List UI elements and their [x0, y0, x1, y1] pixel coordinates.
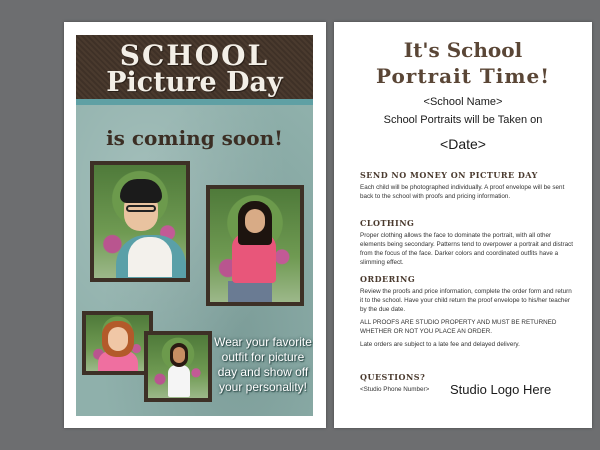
student-photo-4 — [144, 331, 212, 402]
section-clothing — [360, 218, 576, 271]
caption-line: outfit for picture — [221, 350, 305, 364]
studio-logo-placeholder: Studio Logo Here — [450, 382, 552, 397]
date-placeholder: <Date> — [440, 136, 486, 152]
caption-line: your personality! — [218, 380, 308, 394]
school-name-placeholder: <School Name> — [423, 96, 503, 108]
section-heading: CLOTHING — [360, 218, 415, 228]
studio-phone-placeholder: <Studio Phone Number> — [360, 386, 430, 393]
front-poster — [76, 35, 313, 416]
caption-line: Wear your favorite — [214, 335, 312, 349]
section-text: ALL PROOFS ARE STUDIO PROPERTY AND MUST BE RETURNED WHETHER OR NOT YOU PLACE AN ORDER. — [360, 319, 557, 335]
back-flyer — [334, 22, 592, 428]
front-flyer — [64, 22, 326, 428]
banner-accent-strip — [76, 99, 313, 105]
subtitle: is coming soon! — [106, 126, 283, 150]
student-photo-3 — [82, 311, 153, 375]
front-caption — [214, 335, 312, 395]
section-heading: SEND NO MONEY ON PICTURE DAY — [360, 170, 538, 180]
student-photo-1 — [90, 161, 190, 282]
title-line-1: SCHOOL — [119, 39, 270, 72]
section-heading: ORDERING — [360, 274, 416, 284]
section-text: Proper clothing allows the face to dominate the portrait, with all other elements being secondary. Patterns tend to overpower a portrait and distract from the focus of the face. Darker colors and coordinated outfits have a slimming effect. — [360, 232, 574, 266]
caption-line: day and show off — [217, 365, 309, 379]
section-text: Late orders are subject to a late fee and delayed delivery. — [360, 341, 520, 348]
section-send-no-money — [360, 170, 576, 205]
section-heading: QUESTIONS? — [360, 372, 426, 382]
section-text: Each child will be photographed individually. A proof envelope will be sent back to the school with proofs and pricing information. — [360, 184, 565, 200]
back-title-line-1: It's School — [403, 38, 523, 62]
portraits-taken-on: School Portraits will be Taken on — [383, 114, 543, 126]
back-title-line-2: Portrait Time! — [375, 64, 551, 88]
student-photo-2 — [206, 185, 304, 306]
section-ordering — [360, 274, 576, 353]
title-line-2: Picture Day — [106, 67, 283, 98]
section-text: Review the proofs and price information, complete the order form and return it to the school. Have your child return the proof envelope to his/her teacher by the due date. — [360, 288, 572, 313]
